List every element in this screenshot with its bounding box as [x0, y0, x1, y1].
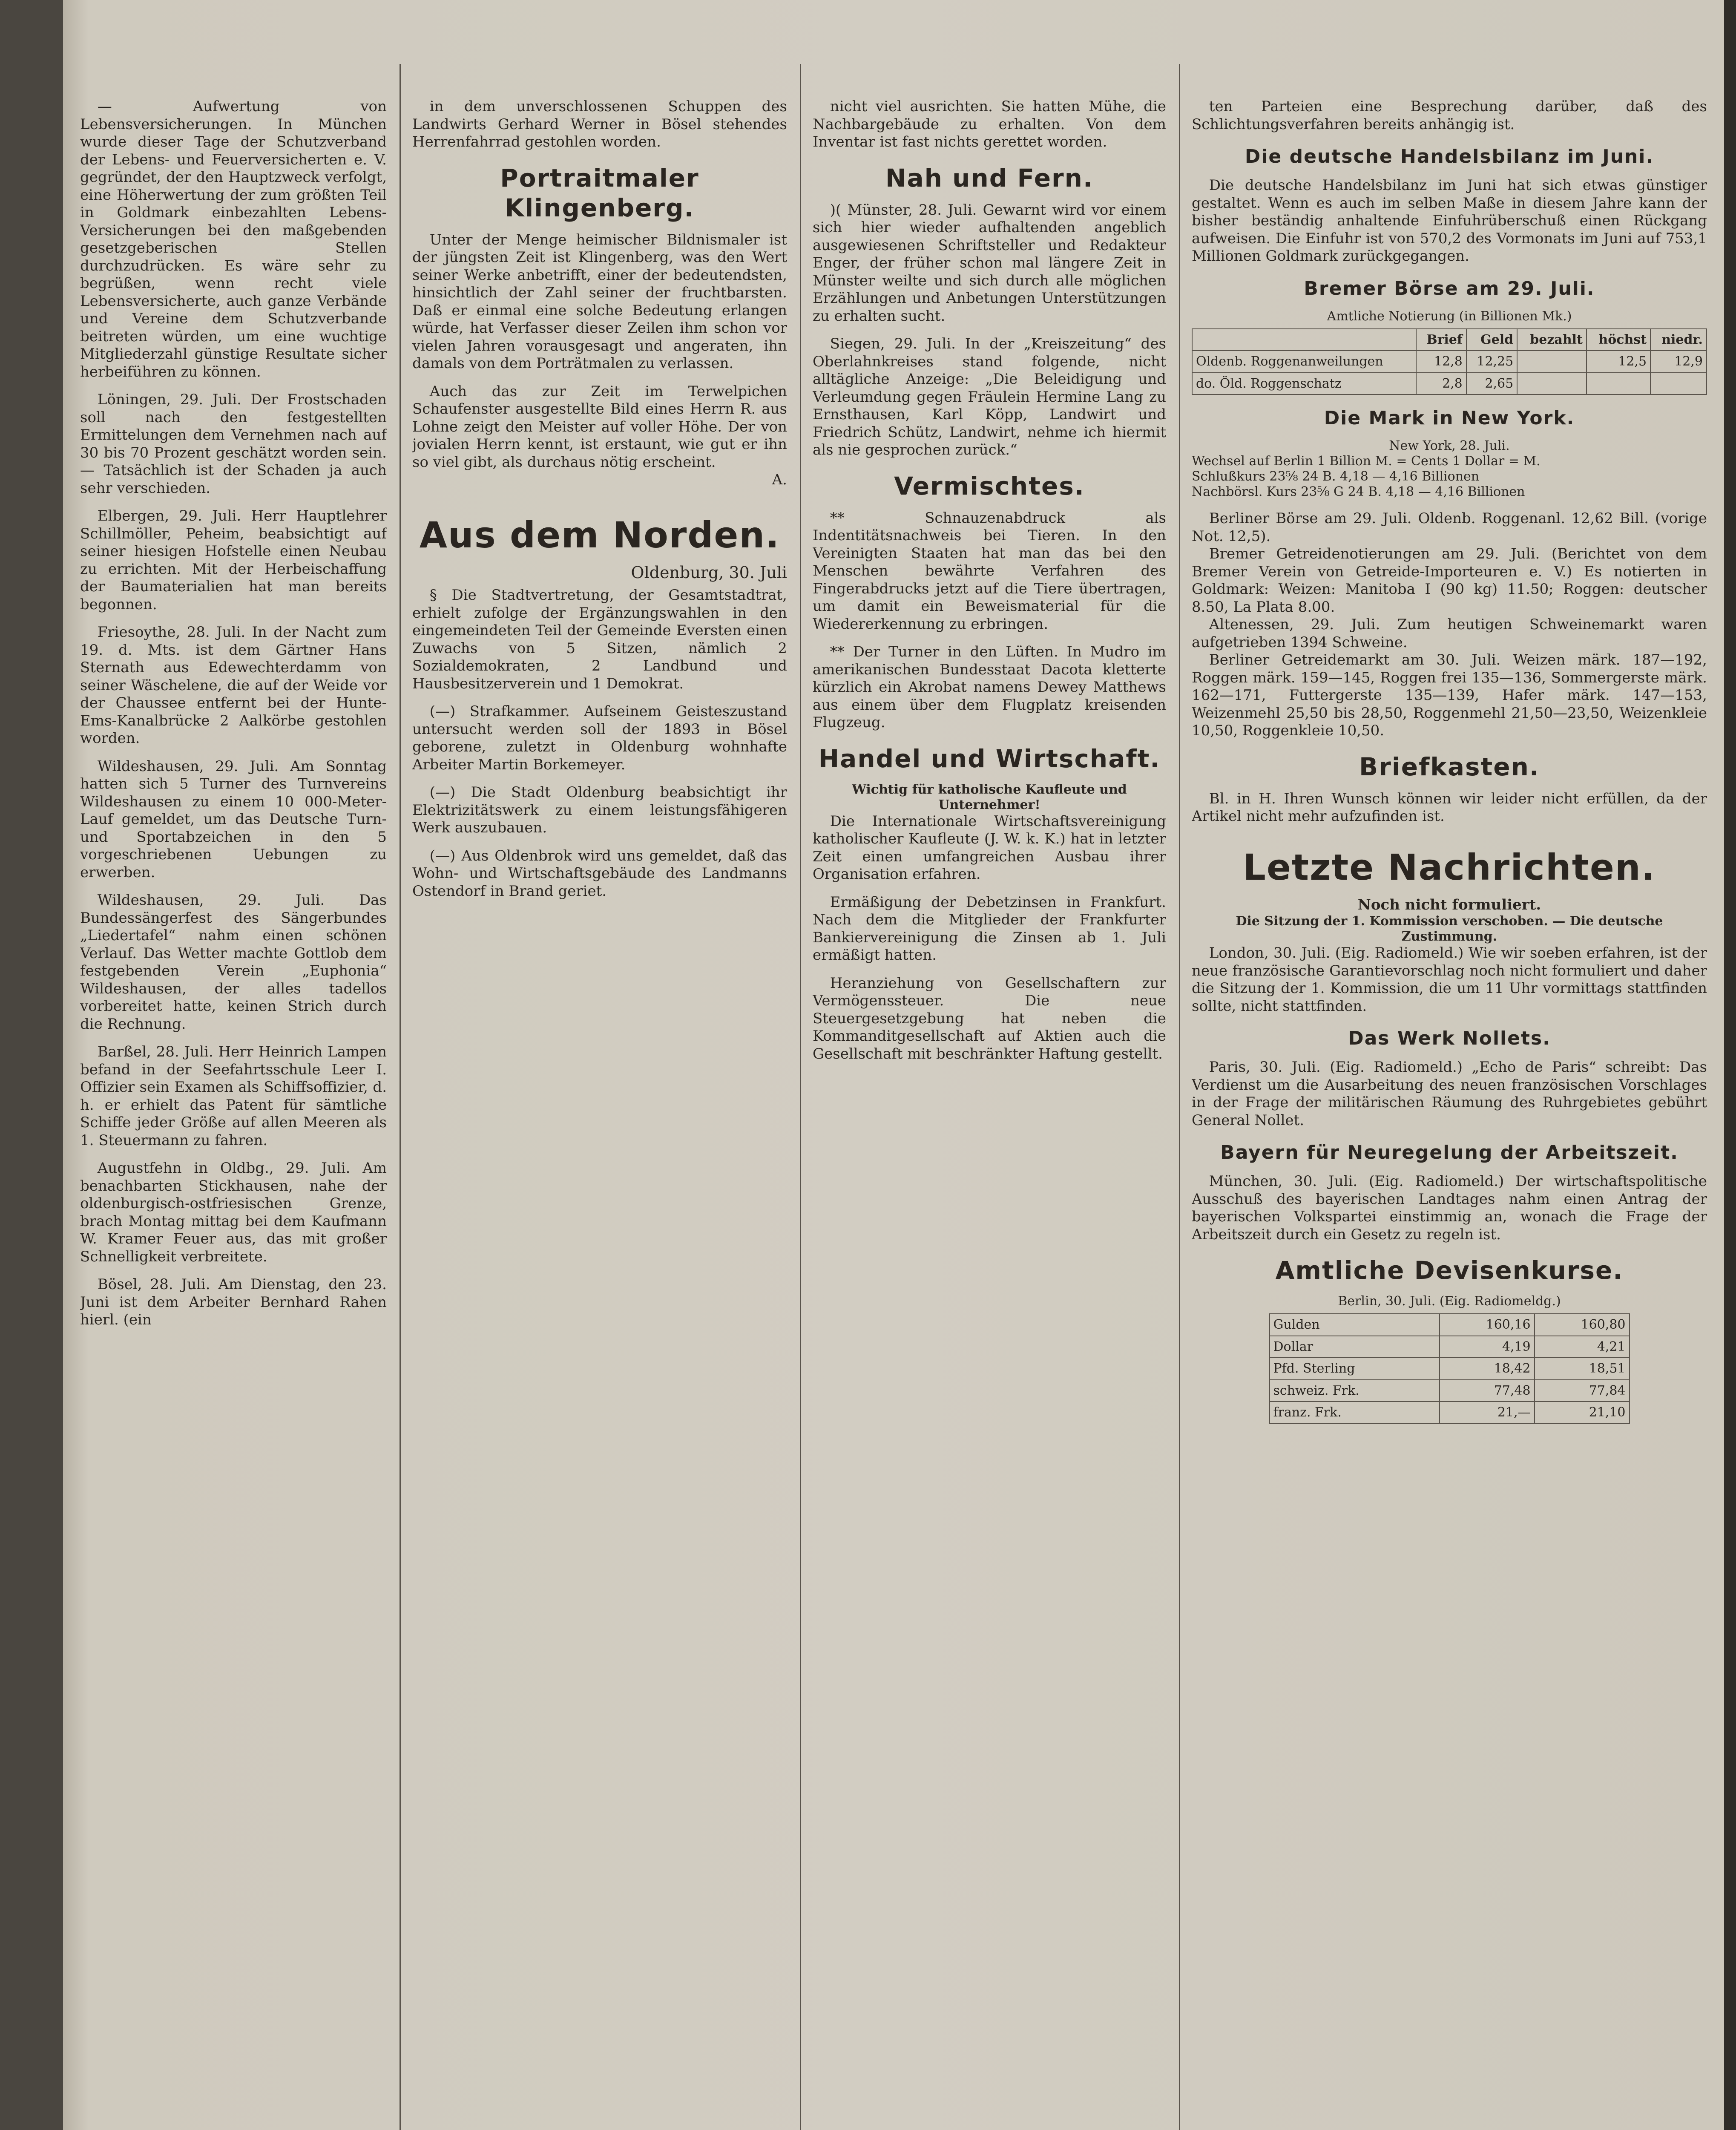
table-cell: 12,9	[1650, 351, 1707, 373]
section-heading-bavaria: Bayern für Neuregelung der Arbeitszeit.	[1220, 1142, 1679, 1163]
quote-line: Schlußkurs 23⅝ 24 B. 4,18 — 4,16 Billionen	[1192, 469, 1480, 484]
table-cell: 4,19	[1440, 1336, 1535, 1358]
table-cell: Dollar	[1270, 1336, 1440, 1358]
column-divider-3	[1179, 64, 1180, 2130]
table-row	[1270, 1336, 1630, 1358]
dateline: Oldenburg, 30. Juli	[631, 563, 787, 582]
article-text: ** Schnauzenabdruck als Indentitätsnachweis bei Tieren. In den Vereinigten Staaten hat man das bei den Menschen bewährte Verfahren des Fingerabdrucks jetzt auf die Tiere übertragen, um damit ein Beweismaterial für die Wiedererkennung zu erbringen.	[813, 509, 1166, 633]
table-header: bezahlt	[1517, 329, 1587, 351]
article-text: ** Der Turner in den Lüften. In Mudro im amerikanischen Bundesstaat Dacota kletterte kürzlich ein Akrobat namens Dewey Matthews aus einem über dem Flugplatz kreisenden Flugzeug.	[813, 643, 1166, 731]
section-subheading: Wichtig für katholische Kaufleute und Unternehmer!	[852, 782, 1127, 812]
section-heading-portrait: Portraitmaler Klingenberg.	[500, 163, 699, 222]
table-cell: 12,8	[1416, 351, 1466, 373]
table-cell	[1517, 351, 1587, 373]
column-4	[1192, 98, 1707, 2130]
section-heading-balance: Die deutsche Handelsbilanz im Juni.	[1245, 146, 1654, 167]
table-cell: 77,84	[1535, 1380, 1630, 1402]
table-cell: schweiz. Frk.	[1270, 1380, 1440, 1402]
table-header: Geld	[1466, 329, 1517, 351]
section-heading-trade: Handel und Wirtschaft.	[818, 744, 1161, 773]
section-heading-bremen: Bremer Börse am 29. Juli.	[1304, 277, 1595, 299]
section-heading-fx: Amtliche Devisenkurse.	[1275, 1256, 1624, 1285]
signature: A.	[772, 471, 787, 488]
table-row	[1192, 351, 1707, 373]
column-1	[80, 98, 387, 2130]
table-cell: franz. Frk.	[1270, 1402, 1440, 1424]
article-text: Löningen, 29. Juli. Der Frostschaden soll nach den festgestellten Ermittelungen dem Vernehmen nach auf 30 bis 70 Prozent geschätzt worden sein. — Tatsächlich ist der Schaden ja auch sehr verschieden.	[80, 391, 387, 497]
fx-table	[1269, 1313, 1630, 1424]
table-cell: 160,16	[1440, 1314, 1535, 1336]
article-text: Bl. in H. Ihren Wunsch können wir leider nicht erfüllen, da der Artikel nicht mehr aufzufinden ist.	[1192, 790, 1707, 825]
article-text: in dem unverschlossenen Schuppen des Landwirts Gerhard Werner in Bösel stehendes Herrenfahrrad gestohlen worden.	[412, 98, 787, 150]
article-text: (—) Die Stadt Oldenburg beabsichtigt ihr Elektrizitätswerk zu einem leistungsfähigeren Werk auszubauen.	[412, 784, 787, 836]
article-text: ten Parteien eine Besprechung darüber, daß des Schlichtungsverfahren bereits anhängig ist.	[1192, 98, 1707, 133]
table-cell: 12,25	[1466, 351, 1517, 373]
article-text: Siegen, 29. Juli. In der „Kreiszeitung“ des Oberlahnkreises stand folgende, nicht alltägliche Anzeige: „Die Beleidigung und Verleumdung gegen Fräulein Hermine Lang zu Ernsthausen, Karl Köpp, Landwirt und Friedrich Schütz, Landwirt, nehme ich hiermit als nie gesprochen zurück.“	[813, 335, 1166, 458]
article-text: Wildeshausen, 29. Juli. Am Sonntag hatten sich 5 Turner des Turnvereins Wildeshausen zu einem 10 000-Meter-Lauf gemeldet, um das Deutsche Turn- und Sportabzeichen in den 5 vorgeschriebenen Uebungen zu erwerben.	[80, 757, 387, 881]
previous-page-edge	[0, 0, 63, 2130]
section-subheading: Noch nicht formuliert.	[1357, 896, 1541, 913]
article-text: Barßel, 28. Juli. Herr Heinrich Lampen befand in der Seefahrtsschule Leer I. Offizier sein Examen als Schiffsoffizier, d. h. er erhielt das Patent für sämtliche Schiffe jeder Größe auf allen Meeren als 1. Steuermann zu fahren.	[80, 1043, 387, 1149]
table-row	[1192, 373, 1707, 395]
table-cell: 18,51	[1535, 1358, 1630, 1380]
column-2	[412, 98, 787, 2130]
table-cell: 2,65	[1466, 373, 1517, 395]
table-cell: Pfd. Sterling	[1270, 1358, 1440, 1380]
section-heading-latest: Letzte Nachrichten.	[1243, 846, 1656, 888]
section-subheading: Die Sitzung der 1. Kommission verschoben. — Die deutsche Zustimmung.	[1236, 914, 1663, 944]
quote-line: Wechsel auf Berlin 1 Billion M. = Cents 1 Dollar = M.	[1192, 454, 1541, 469]
table-header	[1192, 329, 1416, 351]
table-header-row	[1192, 329, 1707, 351]
table-cell	[1587, 373, 1650, 395]
section-heading-mark: Die Mark in New York.	[1324, 407, 1575, 429]
article-text: Heranziehung von Gesellschaftern zur Vermögenssteuer. Die neue Steuergesetzgebung hat neben die Kommanditgesellschaft auf Aktien auch die Gesellschaft mit beschränkter Haftung gestellt.	[813, 974, 1166, 1062]
table-cell: do. Öld. Roggenschatz	[1192, 373, 1416, 395]
article-text: Die Internationale Wirtschaftsvereinigung katholischer Kaufleute (J. W. k. K.) hat in letzter Zeit einen umfangreichen Ausbau ihrer Organisation erfahren.	[813, 812, 1166, 883]
table-cell: 2,8	[1416, 373, 1466, 395]
table-header: Brief	[1416, 329, 1466, 351]
section-heading-misc: Vermischtes.	[894, 471, 1085, 501]
newspaper-page	[63, 0, 1724, 2130]
table-cell: 160,80	[1535, 1314, 1630, 1336]
table-cell: 12,5	[1587, 351, 1650, 373]
section-heading-letters: Briefkasten.	[1359, 752, 1540, 781]
table-row	[1270, 1358, 1630, 1380]
table-header: höchst	[1587, 329, 1650, 351]
article-text: Die deutsche Handelsbilanz im Juni hat sich etwas günstiger gestaltet. Wenn es auch im selben Maße in diesem Jahre kann der bisher beständig anhaltende Einfuhrüberschuß einen Rückgang aufweisen. Die Einfuhr ist von 570,2 des Vormonats im Juni auf 753,1 Millionen Goldmark zurückgegangen.	[1192, 177, 1707, 265]
section-heading-north: Aus dem Norden.	[419, 514, 780, 556]
table-cell: 18,42	[1440, 1358, 1535, 1380]
article-text: Bremer Getreidenotierungen am 29. Juli. (Berichtet von dem Bremer Verein von Getreide-Importeuren e. V.) Es notierten in Goldmark: Weizen: Manitoba I (90 kg) 11.50; Roggen: deutscher 8.50, La Plata 8.00.	[1192, 545, 1707, 616]
article-text: Altenessen, 29. Juli. Zum heutigen Schweinemarkt waren aufgetrieben 1394 Schweine.	[1192, 616, 1707, 651]
section-heading-nollet: Das Werk Nollets.	[1348, 1028, 1551, 1049]
table-cell: Oldenb. Roggenanweilungen	[1192, 351, 1416, 373]
table-row	[1270, 1314, 1630, 1336]
table-cell: 21,10	[1535, 1402, 1630, 1424]
article-text: Wildeshausen, 29. Juli. Das Bundessängerfest des Sängerbundes „Liedertafel“ nahm einen schönen Verlauf. Das Wetter machte Gottlob dem festgebenden Verein „Euphonia“ Wildeshausen, der alles tadellos vorbereitet hatte, keinen Strich durch die Rechnung.	[80, 892, 387, 1033]
article-text: Friesoythe, 28. Juli. In der Nacht zum 19. d. Mts. ist dem Gärtner Hans Sternath aus Edewechterdamm von seiner Wäschelene, die auf der Weide vor der Chaussee entfernt bei der Hunte-Ems-Kanalbrücke 2 Aalkörbe gestohlen worden.	[80, 624, 387, 747]
section-subheading: New York, 28. Juli.	[1389, 438, 1510, 453]
article-text: Augustfehn in Oldbg., 29. Juli. Am benachbarten Stickhausen, nahe der oldenburgisch-ostfriesischen Grenze, brach Montag mittag bei dem Kaufmann W. Kramer Feuer aus, das mit großer Schnelligkeit verbreitete.	[80, 1160, 387, 1265]
article-text: § Die Stadtvertretung, der Gesamtstadtrat, erhielt zufolge der Ergänzungswahlen in den eingemeindeten Teil der Gemeinde Eversten einen Zuwachs von 5 Sitzen, nämlich 2 Sozialdemokraten, 2 Landbund und Hausbesitzerverein und 1 Demokrat.	[412, 587, 787, 692]
bremen-quote-table	[1192, 328, 1707, 395]
section-subheading: Berlin, 30. Juli. (Eig. Radiomeldg.)	[1338, 1294, 1561, 1309]
article-text: )( Münster, 28. Juli. Gewarnt wird vor einem sich hier wieder aufhaltenden angeblich ausgewiesenen Schriftsteller und Redakteur Enger, der früher schon mal längere Zeit in Münster weilte und sich durch alle möglichen Erzählungen und Anbetungen Unterstützungen zu erhalten sucht.	[813, 201, 1166, 325]
article-text: Bösel, 28. Juli. Am Dienstag, den 23. Juni ist dem Arbeiter Bernhard Rahen hierl. (ein	[80, 1276, 387, 1328]
article-text: Auch das zur Zeit im Terwelpichen Schaufenster ausgestellte Bild eines Herrn R. aus Lohne zeigt den Meister auf voller Höhe. Der von jovialen Herrn kennt, ist erstaunt, wie gut er ihn so viel gibt, als durchaus nötig erscheint.	[412, 383, 787, 471]
table-cell	[1650, 373, 1707, 395]
column-3	[813, 98, 1166, 2130]
table-cell: Gulden	[1270, 1314, 1440, 1336]
article-text: Ermäßigung der Debetzinsen in Frankfurt. Nach dem die Mitglieder der Frankfurter Bankiervereinigung die Zinsen ab 1. Juli ermäßigt hatten.	[813, 893, 1166, 964]
table-row	[1270, 1402, 1630, 1424]
scanner-border	[1724, 0, 1736, 2130]
article-text: Berliner Börse am 29. Juli. Oldenb. Roggenanl. 12,62 Bill. (vorige Not. 12,5).	[1192, 510, 1707, 545]
article-text: (—) Aus Oldenbrok wird uns gemeldet, daß das Wohn- und Wirtschaftsgebäude des Landmanns Ostendorf in Brand geriet.	[412, 847, 787, 900]
table-cell	[1517, 373, 1587, 395]
article-text: München, 30. Juli. (Eig. Radiomeld.) Der wirtschaftspolitische Ausschuß des bayerischen Landtages nahm einen Antrag der bayerischen Volkspartei einstimmig an, wonach die Frage der Arbeitszeit durch ein Gesetz zu regeln ist.	[1192, 1173, 1707, 1243]
column-divider-1	[400, 64, 401, 2130]
article-text: London, 30. Juli. (Eig. Radiomeld.) Wie wir soeben erfahren, ist der neue französische Garantievorschlag noch nicht formuliert und daher die Sitzung der 1. Kommission, die um 11 Uhr vormittags stattfinden sollte, nicht stattfinden.	[1192, 944, 1707, 1015]
article-text: Unter der Menge heimischer Bildnismaler ist der jüngsten Zeit ist Klingenberg, was den Wert seiner Werke anbetrifft, einer der bedeutendsten, hinsichtlich der Zahl seiner der fruchtbarsten. Daß er einmal eine solche Bedeutung erlangen würde, hat Verfasser dieser Zeilen ihm schon vor vielen Jahren vorausgesagt und angeraten, ihn damals von dem Porträtmalen zu verlassen.	[412, 231, 787, 372]
article-text: Paris, 30. Juli. (Eig. Radiomeld.) „Echo de Paris“ schreibt: Das Verdienst um die Ausarbeitung des neuen französischen Vorschlages in der Frage der militärischen Räumung des Ruhrgebietes gebührt General Nollet.	[1192, 1059, 1707, 1129]
table-cell: 4,21	[1535, 1336, 1630, 1358]
column-divider-2	[800, 64, 801, 2130]
quote-line: Nachbörsl. Kurs 23⅝ G 24 B. 4,18 — 4,16 Billionen	[1192, 484, 1525, 499]
article-text: nicht viel ausrichten. Sie hatten Mühe, die Nachbargebäude zu erhalten. Von dem Inventar ist fast nichts gerettet worden.	[813, 98, 1166, 150]
article-text: — Aufwertung von Lebensversicherungen. In München wurde dieser Tage der Schutzverband der Lebens- und Feuerversicherten e. V. gegründet, der den Hauptzweck verfolgt, eine Höherwertung der zum größten Teil in Goldmark einbezahlten Lebens-Versicherungen bei den maßgebenden gesetzgeberischen Stellen durchzudrücken. Es wäre sehr zu begrüßen, wenn recht viele Lebensversicherte, auch ganze Verbände und Vereine dem Schutzverbande beitreten würden, um eine wuchtige Mitgliederzahl günstige Resultate sicher herbeiführen zu können.	[80, 98, 387, 380]
section-subheading: Amtliche Notierung (in Billionen Mk.)	[1327, 308, 1572, 324]
article-text: (—) Strafkammer. Aufseinem Geisteszustand untersucht werden soll der 1893 in Bösel geborene, zuletzt in Oldenburg wohnhafte Arbeiter Martin Borkemeyer.	[412, 703, 787, 773]
table-cell: 21,—	[1440, 1402, 1535, 1424]
table-row	[1270, 1380, 1630, 1402]
article-text: Berliner Getreidemarkt am 30. Juli. Weizen märk. 187—192, Roggen märk. 159—145, Roggen frei 135—136, Sommergerste märk. 162—171, Futtergerste 135—139, Hafer märk. 147—153, Weizenmehl 25,50 bis 28,50, Roggenmehl 21,50—23,50, Weizenkleie 10,50, Roggenkleie 10,50.	[1192, 651, 1707, 739]
table-header: niedr.	[1650, 329, 1707, 351]
section-heading-near: Nah und Fern.	[885, 163, 1093, 193]
table-cell: 77,48	[1440, 1380, 1535, 1402]
article-text: Elbergen, 29. Juli. Herr Hauptlehrer Schillmöller, Peheim, beabsichtigt auf seiner hiesigen Hofstelle einen Neubau zu errichten. Mit der Herbeischaffung der Baumaterialien hat man bereits begonnen.	[80, 507, 387, 613]
